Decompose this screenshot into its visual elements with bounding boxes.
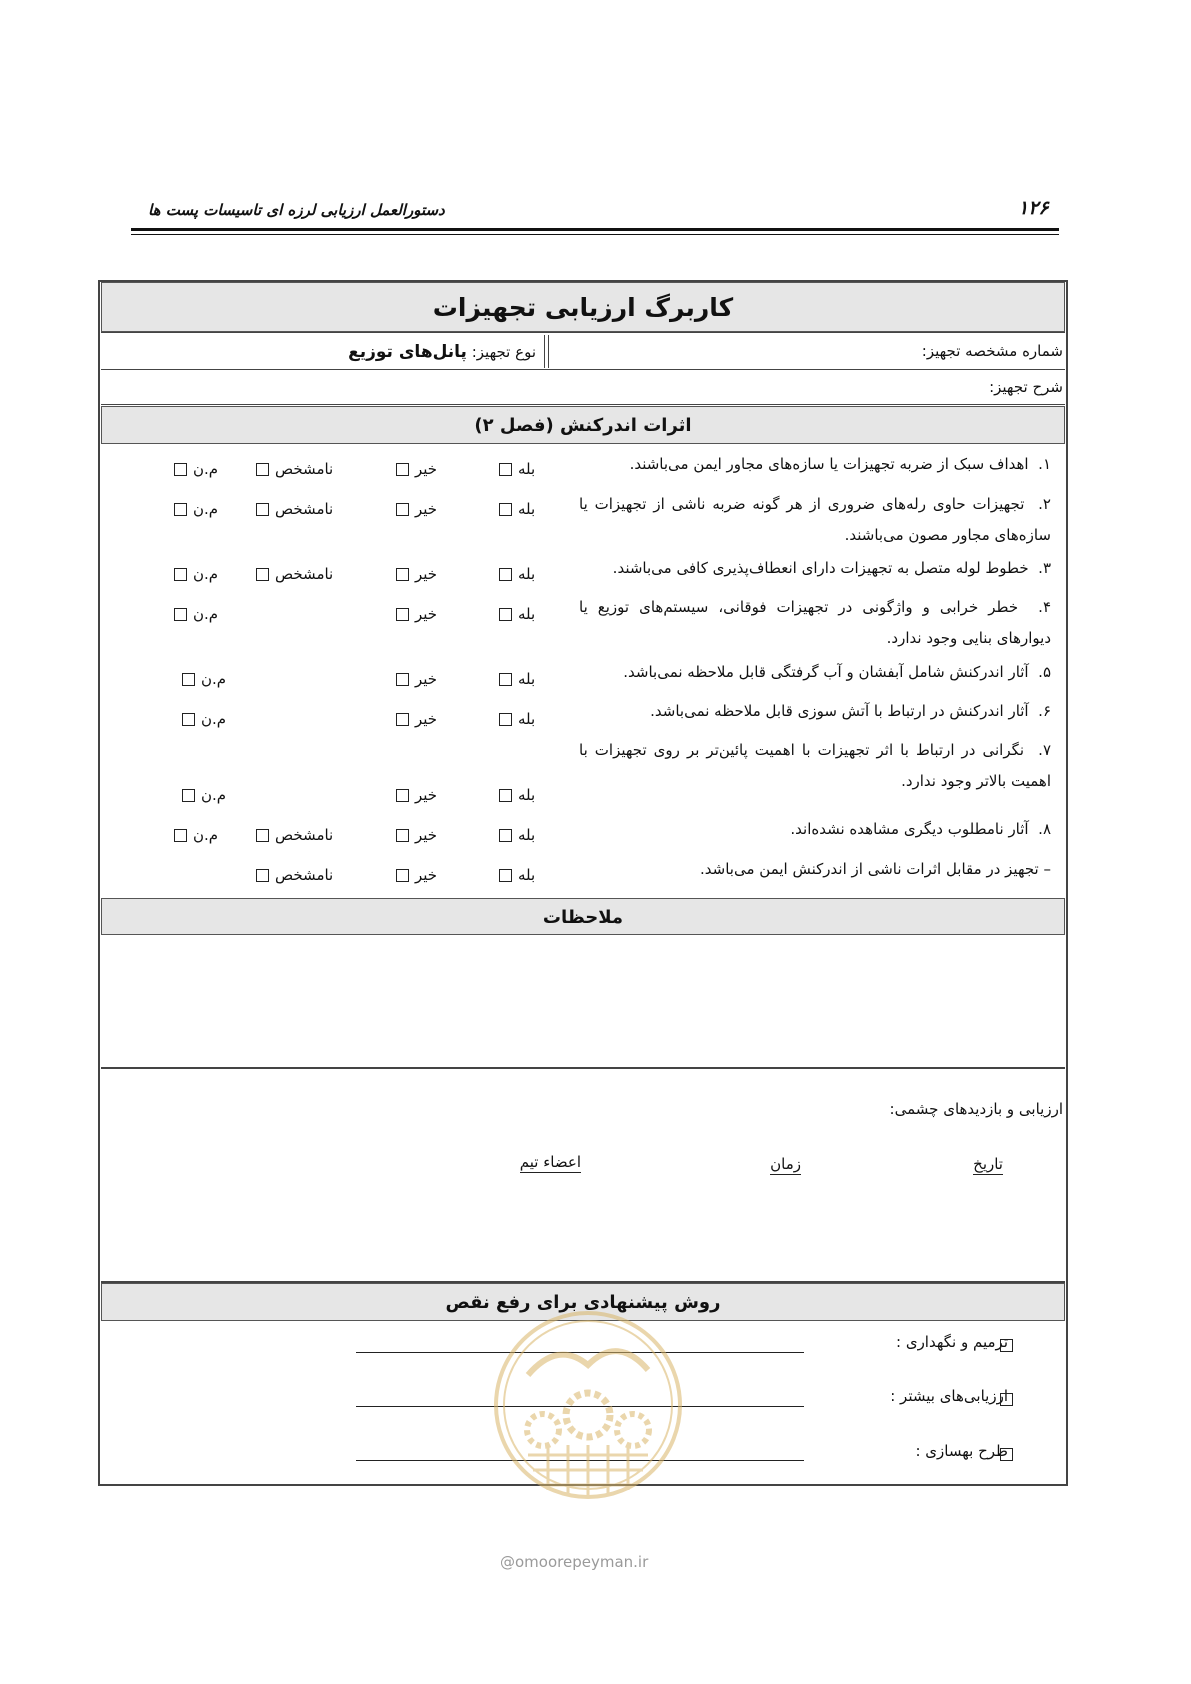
option-na[interactable] (176, 786, 226, 804)
remarks-title: ملاحظات (101, 898, 1065, 935)
option-yes[interactable] (493, 565, 535, 583)
checkbox-icon[interactable] (396, 789, 409, 802)
question-text: نگرانی در ارتباط با اثر تجهیزات با اهمیت پائین‌تر بر روی تجهیزات با اهمیت بالاتر وجود ندارد. (579, 741, 1051, 790)
option-label: م.ن (193, 460, 219, 478)
question-number: ۲. (1038, 495, 1051, 513)
option-no[interactable] (390, 710, 437, 728)
retrofit-design-label: طرح بهسازی : (915, 1442, 1008, 1460)
option-label: خیر (415, 605, 438, 623)
option-no[interactable] (390, 460, 437, 478)
question-number: ۶. (1038, 702, 1051, 720)
option-na[interactable] (168, 500, 218, 518)
option-yes[interactable] (493, 500, 535, 518)
row-divider (101, 369, 1065, 370)
option-label: نامشخص (275, 500, 334, 518)
checkbox-icon[interactable] (499, 829, 512, 842)
option-label: م.ن (193, 500, 219, 518)
checkbox-icon[interactable] (396, 869, 409, 882)
checkbox-icon[interactable] (182, 673, 195, 686)
option-label: خیر (415, 710, 438, 728)
checkbox-icon[interactable] (499, 503, 512, 516)
remarks-area[interactable] (101, 936, 1065, 1066)
question-3 (579, 553, 1051, 584)
option-no[interactable] (390, 670, 437, 688)
option-label: م.ن (193, 605, 219, 623)
option-unknown[interactable] (250, 565, 333, 583)
question-1 (579, 449, 1051, 480)
option-no[interactable] (390, 500, 437, 518)
question-text: تجهیزات حاوی رله‌های ضروری از هر گونه ضربه ناشی از تجهیزات یا سازه‌های مجاور مصون می‌باشند. (579, 495, 1051, 544)
option-label: خیر (415, 826, 438, 844)
checkbox-icon[interactable] (256, 568, 269, 581)
watermark-logo-icon (488, 1305, 688, 1505)
equipment-type-value: پانل‌های توزیع (348, 342, 467, 362)
option-no[interactable] (390, 565, 437, 583)
option-label: خیر (415, 460, 438, 478)
question-7 (579, 735, 1051, 797)
visual-inspection-label: ارزیابی و بازدیدهای چشمی: (889, 1100, 1063, 1118)
option-label: نامشخص (275, 866, 334, 884)
checkbox-icon[interactable] (499, 608, 512, 621)
checkbox-icon[interactable] (396, 568, 409, 581)
option-no[interactable] (390, 605, 437, 623)
cell-divider (544, 335, 545, 368)
row-divider (101, 1067, 1065, 1069)
option-label: نامشخص (275, 826, 334, 844)
option-unknown[interactable] (250, 460, 333, 478)
checkbox-icon[interactable] (396, 463, 409, 476)
question-8 (579, 814, 1051, 845)
question-number: ۳. (1038, 559, 1051, 577)
checkbox-icon[interactable] (256, 869, 269, 882)
question-text: آثار نامطلوب دیگری مشاهده نشده‌اند. (790, 820, 1029, 838)
option-label: بله (518, 670, 536, 688)
equipment-id-label: شماره مشخصه تجهیز: (921, 342, 1063, 360)
checkbox-icon[interactable] (256, 829, 269, 842)
watermark-url: @omoorepeyman.ir (500, 1553, 649, 1571)
option-yes[interactable] (493, 786, 535, 804)
option-label: م.ن (201, 670, 227, 688)
checkbox-icon[interactable] (396, 673, 409, 686)
question-6 (579, 696, 1051, 727)
remediation-title: روش پیشنهادی برای رفع نقص (101, 1283, 1065, 1321)
checkbox-icon[interactable] (499, 789, 512, 802)
form-title: کاربرگ ارزیابی تجهیزات (101, 282, 1065, 332)
repair-maintenance-label: ترمیم و نگهداری : (896, 1333, 1008, 1351)
option-yes[interactable] (493, 866, 535, 884)
option-no[interactable] (390, 786, 437, 804)
option-na[interactable] (168, 460, 218, 478)
checkbox-icon[interactable] (499, 869, 512, 882)
question-number: ۴. (1038, 598, 1051, 616)
option-label: م.ن (193, 565, 219, 583)
header-rule-thin (131, 234, 1059, 235)
question-text: آثار اندرکنش شامل آبفشان و آب گرفتگی قابل ملاحظه نمی‌باشد. (623, 663, 1029, 681)
checkbox-icon[interactable] (499, 673, 512, 686)
option-label: بله (518, 866, 536, 884)
checkbox-icon[interactable] (499, 713, 512, 726)
equipment-type-field (348, 342, 536, 362)
question-text: خطر خرابی و واژگونی در تجهیزات فوقانی، سیستم‌های توزیع یا دیوارهای بنایی وجود ندارد. (579, 598, 1051, 647)
option-label: بله (518, 710, 536, 728)
checkbox-icon[interactable] (1000, 1448, 1013, 1461)
equipment-desc-label: شرح تجهیز: (989, 378, 1063, 396)
checkbox-icon[interactable] (396, 503, 409, 516)
question-number: ۷. (1038, 741, 1051, 759)
option-no[interactable] (390, 866, 437, 884)
checkbox-icon[interactable] (396, 608, 409, 621)
question-text: خطوط لوله متصل به تجهیزات دارای انعطاف‌پذیری کافی می‌باشند. (612, 559, 1029, 577)
option-label: خیر (415, 565, 438, 583)
option-yes[interactable] (493, 710, 535, 728)
question-5 (579, 657, 1051, 688)
checkbox-icon[interactable] (1000, 1393, 1013, 1406)
checkbox-icon[interactable] (174, 568, 187, 581)
checkbox-icon[interactable] (182, 789, 195, 802)
checkbox-icon[interactable] (499, 568, 512, 581)
option-unknown[interactable] (250, 500, 333, 518)
option-no[interactable] (390, 826, 437, 844)
option-label: خیر (415, 670, 438, 688)
option-label: خیر (415, 786, 438, 804)
checkbox-icon[interactable] (174, 463, 187, 476)
equipment-type-label: نوع تجهیز: (471, 343, 536, 361)
question-2 (579, 489, 1051, 551)
cell-divider (548, 335, 549, 368)
option-label: نامشخص (275, 460, 334, 478)
option-label: بله (518, 605, 536, 623)
option-label: بله (518, 786, 536, 804)
question-4 (579, 592, 1051, 654)
option-na[interactable] (176, 710, 226, 728)
checkbox-icon[interactable] (256, 503, 269, 516)
option-label: م.ن (201, 786, 227, 804)
option-na[interactable] (176, 670, 226, 688)
option-yes[interactable] (493, 826, 535, 844)
option-label: خیر (415, 500, 438, 518)
row-divider (101, 404, 1065, 405)
date-label: تاریخ (973, 1155, 1003, 1173)
checkbox-icon[interactable] (174, 829, 187, 842)
option-label: بله (518, 826, 536, 844)
team-members-label: اعضاء تیم (519, 1153, 581, 1171)
option-label: بله (518, 565, 536, 583)
question-number: ۸. (1038, 820, 1051, 838)
option-label: م.ن (193, 826, 219, 844)
page-number: ۱۲۶ (1018, 197, 1049, 219)
option-yes[interactable] (493, 605, 535, 623)
question-summary (579, 854, 1051, 885)
question-text: تجهیز در مقابل اثرات ناشی از اندرکنش ایمن می‌باشد. (700, 860, 1039, 878)
row-divider (101, 332, 1065, 333)
question-text: آثار اندرکنش در ارتباط با آتش سوزی قابل ملاحظه نمی‌باشد. (650, 702, 1029, 720)
checkbox-icon[interactable] (396, 829, 409, 842)
option-unknown[interactable] (250, 826, 333, 844)
option-unknown[interactable] (250, 866, 333, 884)
question-number: ۱. (1038, 455, 1051, 473)
option-na[interactable] (168, 826, 218, 844)
further-evaluation-label: ارزیابی‌های بیشتر : (890, 1387, 1008, 1405)
time-label: زمان (770, 1155, 801, 1173)
option-na[interactable] (168, 605, 218, 623)
question-text: اهداف سبک از ضربه تجهیزات یا سازه‌های مجاور ایمن می‌باشند. (629, 455, 1029, 473)
checkbox-icon[interactable] (182, 713, 195, 726)
checkbox-icon[interactable] (174, 503, 187, 516)
option-label: بله (518, 460, 536, 478)
checkbox-icon[interactable] (1000, 1339, 1013, 1352)
book-title: دستورالعمل ارزیابی لرزه ای تاسیسات پست ها (148, 201, 445, 219)
checkbox-icon[interactable] (174, 608, 187, 621)
question-number: – (1043, 860, 1051, 878)
checkbox-icon[interactable] (256, 463, 269, 476)
option-yes[interactable] (493, 670, 535, 688)
section-title: اثرات اندرکنش (فصل ۲) (101, 406, 1065, 444)
option-label: خیر (415, 866, 438, 884)
option-yes[interactable] (493, 460, 535, 478)
option-na[interactable] (168, 565, 218, 583)
checkbox-icon[interactable] (499, 463, 512, 476)
question-number: ۵. (1038, 663, 1051, 681)
option-label: بله (518, 500, 536, 518)
checkbox-icon[interactable] (396, 713, 409, 726)
option-label: م.ن (201, 710, 227, 728)
header-rule-thick (131, 228, 1059, 231)
option-label: نامشخص (275, 565, 334, 583)
